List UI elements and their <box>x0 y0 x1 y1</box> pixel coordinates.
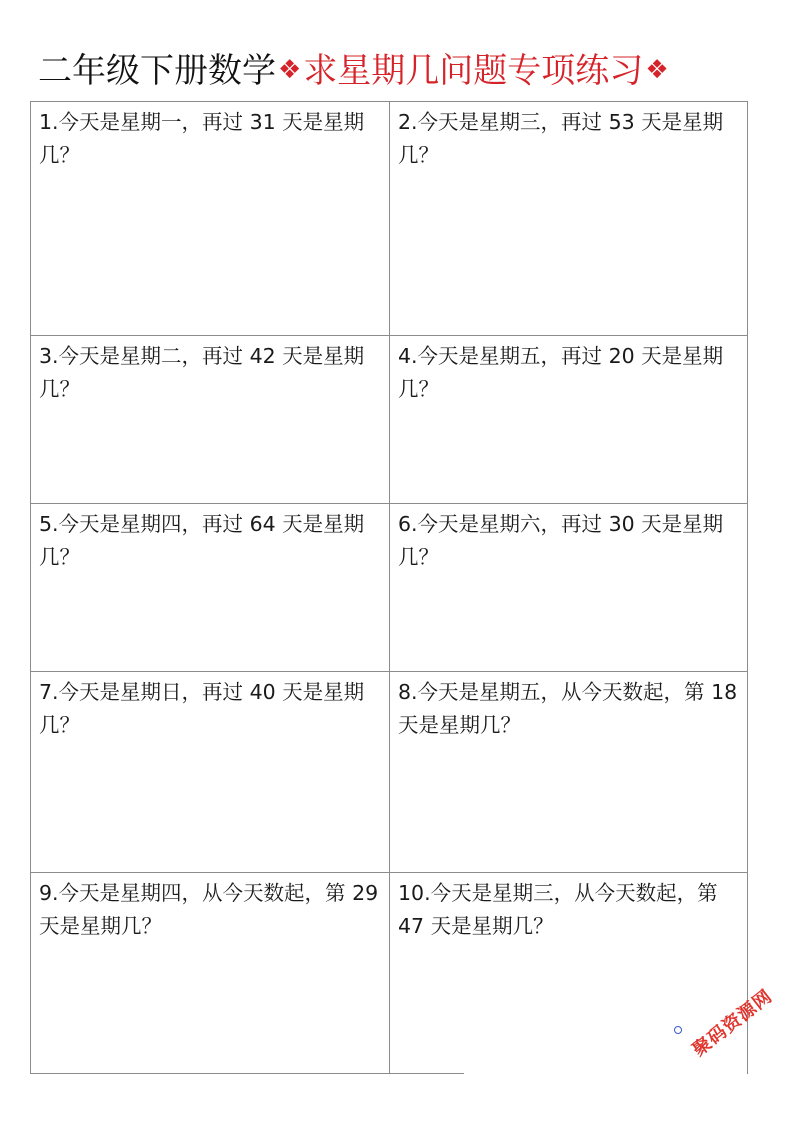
question-cell-4 <box>389 336 748 503</box>
question-cell-3 <box>30 336 389 503</box>
question-text-9: 9.今天是星期四，从今天数起，第 29 天是星期几？ <box>39 881 379 938</box>
bottom-rule <box>30 1073 464 1074</box>
question-cell-2 <box>389 102 748 335</box>
question-text-3: 3.今天是星期二，再过 42 天是星期几？ <box>39 344 365 401</box>
title-topic: 求星期几问题专项练习 <box>303 51 644 91</box>
question-text-7: 7.今天是星期日，再过 40 天是星期几？ <box>39 680 365 737</box>
question-text-10: 10.今天是星期三，从今天数起，第 47 天是星期几？ <box>398 881 718 938</box>
question-cell-8 <box>389 672 748 872</box>
question-cell-6 <box>389 504 748 671</box>
page-title <box>38 46 671 96</box>
question-row-1 <box>30 102 748 336</box>
question-text-2: 2.今天是星期三，再过 53 天是星期几？ <box>398 110 724 167</box>
question-cell-7 <box>30 672 389 872</box>
circle-dot-icon <box>674 1026 682 1034</box>
question-text-5: 5.今天是星期四，再过 64 天是星期几？ <box>39 512 365 569</box>
site-watermark: 聚码资源网 <box>688 985 777 1061</box>
title-grade: 二年级下册数学 <box>38 51 276 91</box>
question-text-4: 4.今天是星期五，再过 20 天是星期几？ <box>398 344 724 401</box>
question-cell-9 <box>30 873 389 1074</box>
question-row-5 <box>30 873 748 1074</box>
question-grid <box>30 101 748 1074</box>
question-row-3 <box>30 504 748 672</box>
question-row-2 <box>30 336 748 504</box>
title-diamond-right-icon: ❖ <box>645 55 669 85</box>
question-text-1: 1.今天是星期一，再过 31 天是星期几？ <box>39 110 365 167</box>
question-cell-5 <box>30 504 389 671</box>
question-text-8: 8.今天是星期五，从今天数起，第 18 天是星期几？ <box>398 680 738 737</box>
question-cell-1 <box>30 102 389 335</box>
question-row-4 <box>30 672 748 873</box>
question-text-6: 6.今天是星期六，再过 30 天是星期几？ <box>398 512 724 569</box>
title-diamond-left-icon: ❖ <box>278 55 302 85</box>
